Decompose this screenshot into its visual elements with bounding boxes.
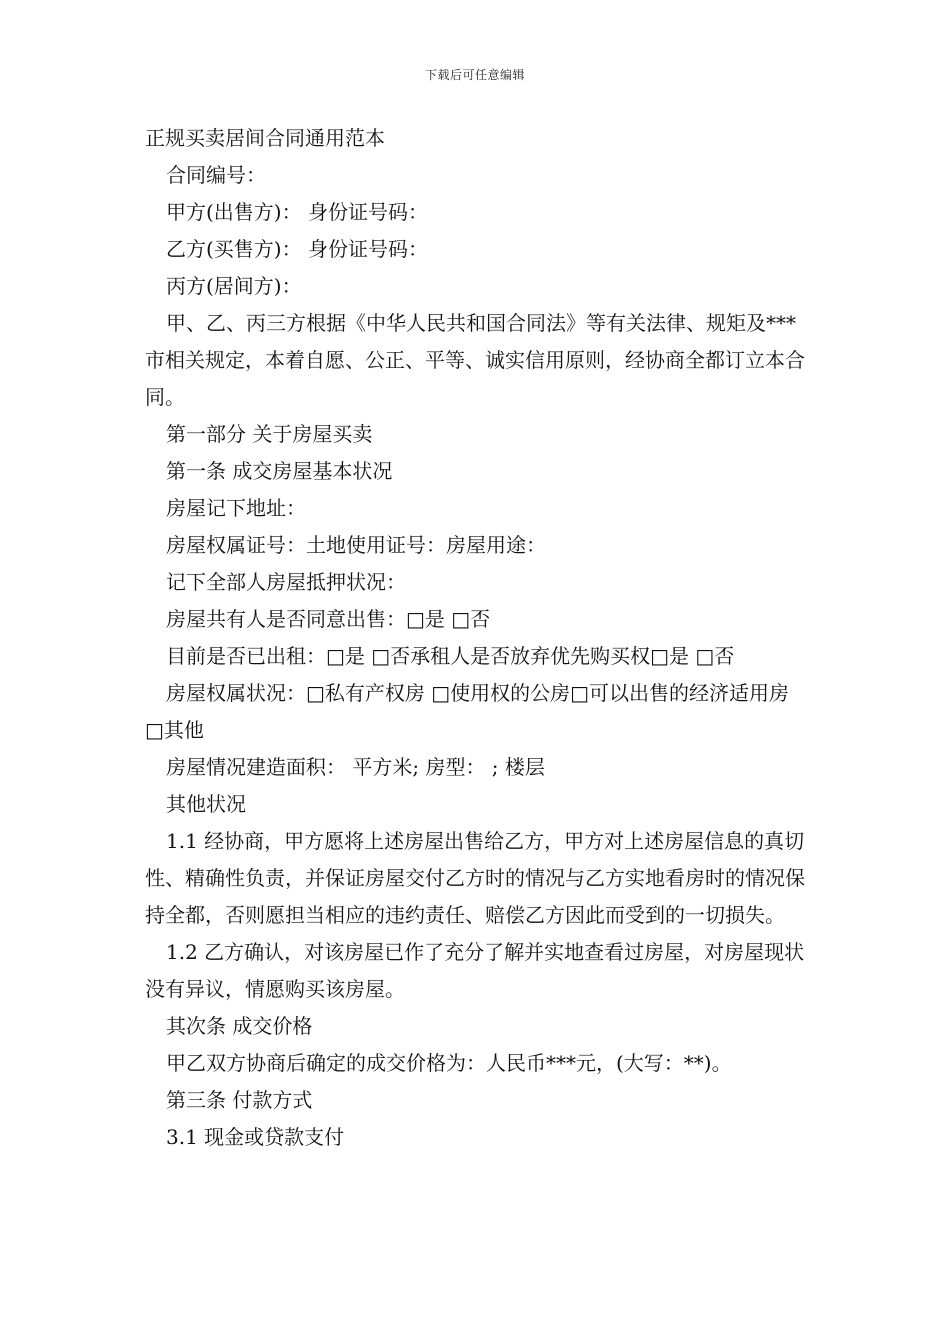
other-status-line: 其他状况 [166, 792, 246, 816]
co-owner-consent-line: 房屋共有人是否同意出售：□是 □否 [166, 607, 491, 631]
article-three-heading: 第三条 付款方式 [166, 1088, 313, 1112]
document-title: 正规买卖居间合同通用范本 [145, 126, 385, 150]
preamble-paragraph: 甲、乙、丙三方根据《中华人民共和国合同法》等有关法律、规矩及***市相关规定，本着自愿、公正、平等、诚实信用原则，经协商全都订立本合同。 [145, 311, 805, 409]
article-two-heading: 其次条 成交价格 [166, 1014, 313, 1038]
ownership-status-line: 房屋权属状况：□私有产权房 □使用权的公房□可以出售的经济适用房 □其他 [145, 681, 790, 742]
contract-number-line: 合同编号： [166, 163, 266, 187]
party-a-line: 甲方(出售方)： 身份证号码： [166, 200, 428, 224]
clause-1-1: 1.1 经协商，甲方愿将上述房屋出售给乙方，甲方对上述房屋信息的真切性、精确性负责，并保证房屋交付乙方时的情况与乙方实地看房时的情况保持全都，否则愿担当相应的违约责任、赔偿乙方因此而受到的一切损失。 [145, 829, 805, 927]
property-certificate-line: 房屋权属证号：土地使用证号：房屋用途： [166, 533, 546, 557]
document-body [145, 120, 807, 1156]
header-note: 下载后可任意编辑 [424, 68, 525, 82]
price-line: 甲乙双方协商后确定的成交价格为：人民币***元，(大写：**)。 [166, 1051, 732, 1075]
article-one-heading: 第一条 成交房屋基本状况 [166, 459, 393, 483]
rental-status-line: 目前是否已出租：□是 □否承租人是否放弃优先购买权□是 □否 [166, 644, 735, 668]
property-details-line: 房屋情况建造面积： 平方米; 房型： ; 楼层 [166, 755, 545, 779]
property-address-line: 房屋记下地址： [166, 496, 306, 520]
mortgage-status-line: 记下全部人房屋抵押状况： [166, 570, 406, 594]
party-b-line: 乙方(买售方)： 身份证号码： [166, 237, 428, 261]
clause-1-2: 1.2 乙方确认，对该房屋已作了充分了解并实地查看过房屋，对房屋现状没有异议，情愿购买该房屋。 [145, 940, 805, 1001]
clause-3-1: 3.1 现金或贷款支付 [166, 1125, 345, 1149]
part-one-heading: 第一部分 关于房屋买卖 [166, 422, 373, 446]
party-c-line: 丙方(居间方)： [166, 274, 302, 298]
